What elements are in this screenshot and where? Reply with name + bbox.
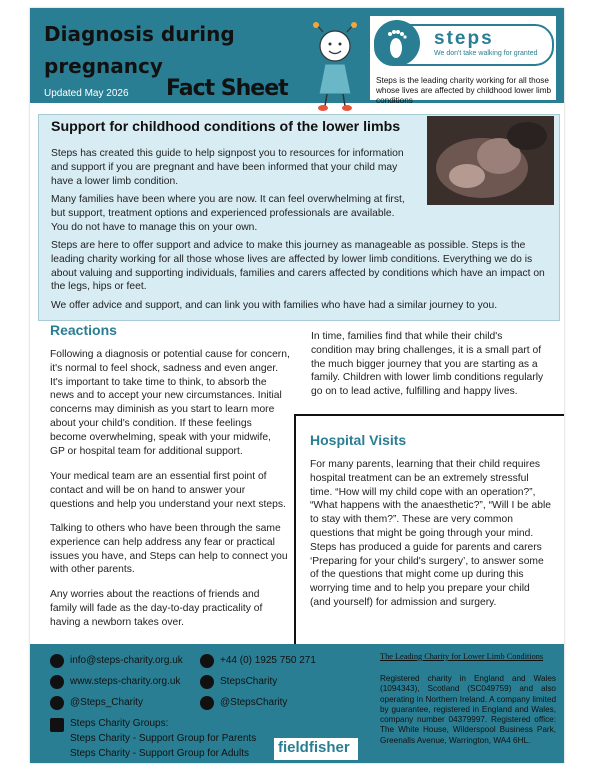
youtube-link[interactable]: StepsCharity: [220, 676, 278, 687]
reactions-p3-line4: with other parents.: [50, 564, 135, 576]
globe-icon: [50, 675, 64, 689]
legal-text: Registered charity in England and Wales (1094343), Scotland (SC049759) and also operating in Northern Ireland. A company limited by guarantee, registered in England and Wales, company number 04379997. Registered office: The White House, Wilderspool Business Park, Greenalls Avenue, Warrington, WA4 6HL.: [380, 674, 556, 745]
support-heading: Support for childhood conditions of the lower limbs: [51, 119, 401, 135]
instagram-icon: [200, 696, 214, 710]
in-time-line1: In time, families find that while their child's: [311, 331, 503, 342]
charity-description: Steps is the leading charity working for all those whose lives are affected by childhood lower limb conditions: [376, 76, 552, 105]
support-p2-line1: Many families have been where you are now. It can feel overwhelming at first,: [51, 194, 405, 205]
phone-icon: [200, 654, 214, 668]
title-box: [38, 16, 292, 100]
hospital-line4: “What happens with the anaesthetic?”, “Will I be able: [310, 500, 551, 512]
reactions-p2-line2: contact and will be on hand to answer your: [50, 484, 246, 496]
reactions-p4-line3: having a newborn takes over.: [50, 616, 184, 628]
reactions-p3-line2: experience can help address any fear or practical: [50, 536, 275, 548]
reactions-p4-line1: Any worries about the reactions of friends and: [50, 589, 260, 600]
support-p3-line2: leading charity working for all those whose lives are affected by lower limb conditions. Everything we do is: [51, 253, 533, 265]
steps-logo: [374, 24, 554, 66]
support-p1-line3: have a lower limb condition.: [51, 175, 179, 187]
support-p3-line1: Steps are here to offer support and advice to make this journey as manageable as possible. Steps is the: [51, 240, 526, 251]
in-time-line2: condition may bring challenges, it is a small part of: [311, 344, 542, 356]
fact-sheet-page: [30, 8, 564, 763]
support-p2-line2: but support, treatment options and experienced professionals are available.: [51, 207, 395, 219]
updated-date: Updated May 2026: [44, 88, 129, 99]
newborn-photo: [427, 116, 554, 205]
hospital-line7: Steps has produced a guide for parents and carers: [310, 541, 542, 553]
reactions-p1-line1: Following a diagnosis or potential cause for concern,: [50, 349, 290, 360]
hospital-line11: (and yourself) for admission and surgery.: [310, 597, 497, 608]
reactions-heading: Reactions: [50, 322, 117, 338]
footprint-logo-icon: [374, 20, 420, 66]
phone-number[interactable]: +44 (0) 1925 750 271: [220, 655, 316, 666]
reactions-p2-line3: questions and help you understand your next steps.: [50, 498, 286, 510]
group-parents-link[interactable]: Steps Charity - Support Group for Parents: [70, 733, 257, 744]
hospital-line5: to stay with them?”. These are very common: [310, 514, 513, 526]
reactions-p1-line7: become overwhelming, speak with your midwife,: [50, 431, 271, 443]
groups-label: Steps Charity Groups:: [70, 718, 169, 729]
support-p3-line4: the legs, hips or feet.: [51, 281, 147, 293]
instagram-link[interactable]: @StepsCharity: [220, 697, 288, 708]
facebook-icon: [50, 718, 64, 732]
hospital-line10: worrying time and to help you prepare your child: [310, 583, 530, 595]
reactions-p3-line1: Talking to others who have been through the same: [50, 523, 281, 534]
website-link[interactable]: www.steps-charity.org.uk: [70, 676, 181, 687]
steps-logo-box: [370, 16, 556, 105]
support-section: [38, 114, 560, 321]
hospital-line2: hospital treatment can be an extremely stressful: [310, 472, 529, 484]
hospital-line1: For many parents, learning that their child requires: [310, 459, 541, 470]
reactions-p1-line8: GP or hospital team for additional support.: [50, 445, 243, 457]
hospital-line8: ‘Preparing for your child's surgery’, to answer some: [310, 555, 544, 567]
fieldfisher-wordmark: fieldfisher: [278, 739, 350, 756]
reactions-p4-line2: family will fade as the day-to-day practicality of: [50, 602, 263, 614]
fact-sheet-label: Fact Sheet: [166, 76, 288, 101]
reactions-p1-line2: it's normal to feel shock, sadness and even anger.: [50, 362, 279, 374]
hospital-heading: Hospital Visits: [310, 432, 407, 448]
reactions-p1-line5: concerns may diminish as you start to learn more: [50, 404, 275, 416]
in-time-line5: go on to lead active, fulfilling and happy lives.: [311, 386, 518, 398]
group-adults-link[interactable]: Steps Charity - Support Group for Adults: [70, 748, 249, 759]
reactions-p2-line1: Your medical team are an essential first point of: [50, 471, 267, 482]
twitter-icon: [50, 696, 64, 710]
youtube-icon: [200, 675, 214, 689]
footer-band: [30, 644, 564, 763]
child-mascot-icon: [305, 22, 365, 114]
support-p4: We offer advice and support, and can link you with families who have had a similar journey to you.: [51, 300, 498, 311]
reactions-p1-line3: It's important to take time to think, to absorb the: [50, 376, 267, 388]
twitter-link[interactable]: @Steps_Charity: [70, 697, 143, 708]
title-line-1: Diagnosis during: [44, 22, 235, 46]
support-p1-line2: and support if you are pregnant and have been informed that your child may: [51, 161, 398, 173]
hospital-line9: of the questions that might come up during this: [310, 569, 524, 581]
in-time-line3: the much bigger journey that you are starting as a: [311, 358, 538, 370]
title-line-2: pregnancy: [44, 54, 163, 78]
support-p2-line3: You do not have to manage this on your own.: [51, 221, 258, 233]
legal-heading: The Leading Charity for Lower Limb Conditions: [380, 652, 544, 661]
email-link[interactable]: info@steps-charity.org.uk: [70, 655, 183, 666]
reactions-p1-line4: news and to accept your new circumstances. Initial: [50, 390, 282, 402]
hospital-visits-box: [294, 414, 564, 646]
reactions-p1-line6: about your child's condition. If these feelings: [50, 418, 252, 429]
logo-wordmark: steps: [434, 28, 494, 49]
hospital-line6: questions that might be going through your mind.: [310, 528, 534, 539]
reactions-p3-line3: issues you have, and Steps can help to connect you: [50, 550, 288, 562]
email-icon: [50, 654, 64, 668]
header-band: [30, 8, 564, 103]
fieldfisher-logo: [274, 738, 358, 760]
logo-tagline: We don't take walking for granted: [434, 50, 538, 57]
in-time-line4: family. Children with lower limb conditions regularly: [311, 372, 544, 384]
support-p1-line1: Steps has created this guide to help signpost you to resources for information: [51, 148, 404, 159]
support-p3-line3: about valuing and supporting individuals, families and carers affected by conditions which have an impact on: [51, 267, 545, 279]
hospital-line3: time. “How will my child cope with an operation?”,: [310, 486, 536, 498]
